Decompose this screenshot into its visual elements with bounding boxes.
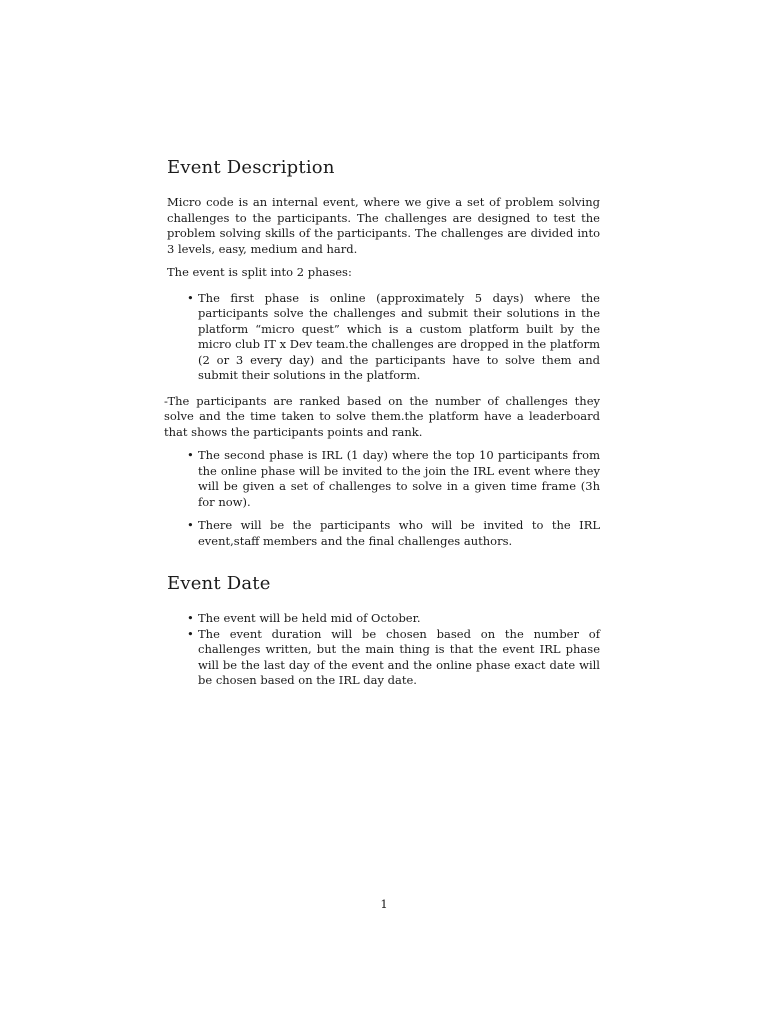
bullet-icon: • <box>187 448 194 462</box>
section-event-description <box>164 155 600 549</box>
bullet-icon: • <box>187 611 194 625</box>
list-item-text: The event duration will be chosen based on the number of challenges written, but the main thing is that the event IRL phase will be the last day of the event and the online phase exact date will be chosen based on the IRL day date. <box>198 626 600 687</box>
page-number: 1 <box>380 897 388 911</box>
section-event-date <box>167 571 600 689</box>
list-item <box>167 291 600 384</box>
event-date-list <box>167 611 600 689</box>
page-content <box>164 155 600 699</box>
bullet-icon: • <box>187 518 194 532</box>
list-item-text: There will be the participants who will be invited to the IRL event,staff members and the final challenges authors. <box>198 518 600 548</box>
list-item <box>167 448 600 510</box>
phase-two-list <box>167 448 600 549</box>
phases-intro-paragraph: The event is split into 2 phases: <box>167 265 352 279</box>
list-item <box>167 627 600 689</box>
intro-paragraph: Micro code is an internal event, where we give a set of problem solving challenges to the participants. The challenges are designed to test the problem solving skills of the participants. The challenges are divided into 3 levels, easy, medium and hard. <box>167 195 600 256</box>
list-item <box>167 611 600 627</box>
list-item-text: The first phase is online (approximately 5 days) where the participants solve the challenges and submit their solutions in the platform “micro quest” which is a custom platform built by the micro club IT x Dev team.the challenges are dropped in the platform (2 or 3 every day) and the participants have to solve them and submit their solutions in the platform. <box>198 290 600 382</box>
section-title-event-description: Event Description <box>167 157 335 178</box>
list-item <box>167 518 600 549</box>
bullet-icon: • <box>187 290 194 305</box>
bullet-icon: • <box>187 626 194 641</box>
ranking-paragraph: -The participants are ranked based on the number of challenges they solve and the time taken to solve them.the platform have a leaderboard that shows the participants points and rank. <box>164 393 600 439</box>
section-title-event-date: Event Date <box>167 573 271 594</box>
list-item-text: The second phase is IRL (1 day) where the top 10 participants from the online phase will be invited to the join the IRL event where they will be given a set of challenges to solve in a given time frame (3h for now). <box>198 448 600 509</box>
phase-one-list <box>167 291 600 384</box>
list-item-text: The event will be held mid of October. <box>198 611 421 625</box>
